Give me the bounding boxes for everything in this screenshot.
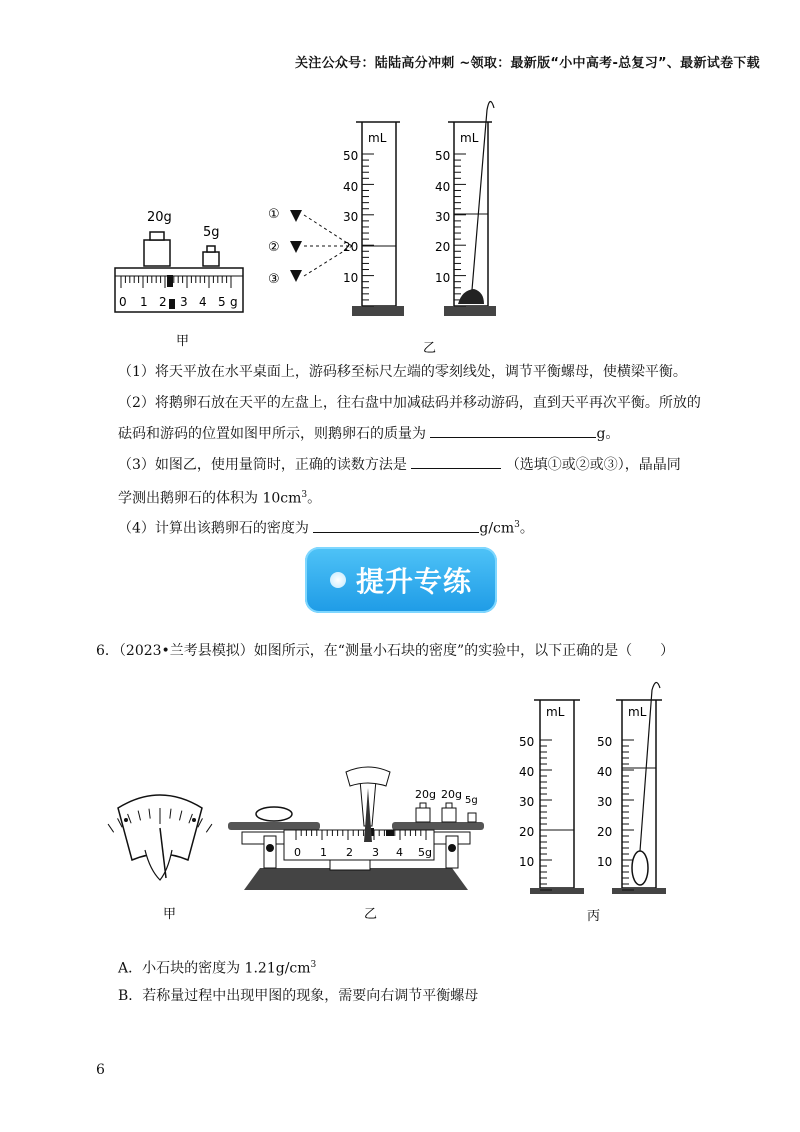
fig2-label-yi: 乙	[364, 907, 378, 922]
eye-positions	[268, 207, 352, 287]
cyl1-tick-20: 20	[343, 240, 359, 254]
practice-button-label: 提升专练	[355, 565, 472, 598]
thread-icon	[472, 101, 494, 290]
q5-step-4: （4）计算出该鹅卵石的密度为 $g/cm^3$。	[118, 515, 534, 539]
fig2-cyl1-tick-10: 10	[519, 855, 535, 869]
fig2-weight-label-1: 20g	[415, 788, 436, 801]
ruler-tick-unit: g	[230, 295, 238, 309]
page-number: 6	[96, 1062, 105, 1078]
option-b[interactable]: B．若称量过程中出现甲图的现象，需要向右调节平衡螺母	[118, 988, 479, 1004]
option-a[interactable]: A．小石块的密度为 $1.21g/cm^3$	[118, 960, 317, 977]
measuring-cylinder-2	[435, 101, 496, 316]
ruler-tick-5: 5	[218, 295, 226, 309]
q5-step-2-unit: g。	[596, 426, 620, 442]
cyl2-tick-20: 20	[435, 240, 451, 254]
fig2-label-bing: 丙	[587, 909, 601, 924]
weight-5g	[203, 225, 220, 266]
density-answer-blank	[313, 518, 479, 533]
ruler-tick-3: 3	[180, 295, 188, 309]
q6-stem: 6．（2023•兰考县模拟）如图所示，在“测量小石块的密度”的实验中，以下正确的是（ ）	[96, 643, 675, 659]
cyl2-tick-30: 30	[435, 210, 451, 224]
q5-step-3-line2: 学测出鹅卵石的体积为 $10cm^3$。	[118, 490, 322, 507]
practice-button[interactable]	[305, 547, 497, 613]
fig2-ruler-tick-2: 2	[346, 846, 353, 859]
stone-icon	[458, 289, 484, 304]
q5-step-3-line1	[118, 454, 681, 475]
fig2-ruler-tick-1: 1	[320, 846, 327, 859]
fig2-cyl2-tick-10: 10	[597, 855, 613, 869]
eye-icon-2	[290, 241, 302, 253]
fig2-cyl2-tick-50: 50	[597, 735, 613, 749]
cyl2-tick-50: 50	[435, 149, 451, 163]
q5-step-1: （1）将天平放在水平桌面上，游码移至标尺左端的零刻线处，调节平衡螺母，使横梁平衡。	[118, 364, 687, 380]
ruler-tick-4: 4	[199, 295, 207, 309]
eye-mark-1: ①	[268, 207, 280, 222]
ruler-tick-0: 0	[119, 295, 127, 309]
fig2-cyl1-tick-50: 50	[519, 735, 535, 749]
fig2-ruler-tick-0: 0	[294, 846, 301, 859]
cyl1-tick-50: 50	[343, 149, 359, 163]
fig2-cylinder-1	[519, 700, 584, 894]
dot-icon	[330, 572, 346, 588]
cyl1-tick-40: 40	[343, 180, 359, 194]
eye-icon-1	[290, 210, 302, 222]
fig2-ruler-tick-4: 4	[396, 846, 403, 859]
weight-20g-a	[416, 808, 430, 822]
page-header: 关注公众号：陆陆高分冲刺 ~领取：最新版“小中高考-总复习”、最新试卷下载	[294, 56, 760, 71]
fig2-ruler-tick-5: 5g	[418, 846, 432, 859]
fig2-cyl2-tick-40: 40	[597, 765, 613, 779]
q5-step-4-text: （4）计算出该鹅卵石的密度为	[118, 520, 309, 537]
ruler-tick-1: 1	[140, 295, 148, 309]
fig2-ruler-tick-3: 3	[372, 846, 379, 859]
fig2-cylinder-2	[597, 682, 666, 894]
stone-on-pan	[256, 807, 292, 821]
cyl2-unit: mL	[460, 131, 479, 145]
q5-step-2-line2	[118, 423, 619, 444]
weight-20g-label: 20g	[147, 210, 172, 225]
balance-scale	[228, 767, 484, 890]
measuring-cylinder-1	[343, 122, 404, 316]
tick-mark	[206, 824, 212, 832]
balance-ruler	[115, 268, 243, 312]
fig2-cyl1-tick-20: 20	[519, 825, 535, 839]
q5-step-3-text: （3）如图乙，使用量筒时，正确的读数方法是	[118, 457, 407, 473]
fig2-cyl2-tick-30: 30	[597, 795, 613, 809]
stone-in-cylinder	[632, 851, 648, 885]
fig1-label-yi: 乙	[423, 341, 437, 356]
fig2-weight-label-2: 20g	[441, 788, 462, 801]
figure-2	[0, 660, 800, 930]
fig2-cyl2-tick-20: 20	[597, 825, 613, 839]
fig2-cyl2-unit: mL	[628, 705, 647, 719]
fig2-cyl1-tick-30: 30	[519, 795, 535, 809]
dial-indicator	[108, 795, 212, 880]
weight-5g-small	[468, 813, 476, 822]
q5-step-3-volume: 学测出鹅卵石的体积为 10cm	[118, 490, 302, 507]
fig2-cyl1-unit: mL	[546, 705, 565, 719]
fig1-label-jia: 甲	[176, 334, 190, 349]
q5-step-2-text: 砝码和游码的位置如图甲所示，则鹅卵石的质量为	[118, 426, 426, 442]
weight-20g	[144, 210, 172, 266]
tick-mark	[108, 824, 114, 832]
cyl1-unit: mL	[368, 131, 387, 145]
fig2-weight-label-3: 5g	[465, 795, 478, 806]
cyl2-tick-40: 40	[435, 180, 451, 194]
cyl1-tick-10: 10	[343, 271, 359, 285]
eye-mark-2: ②	[268, 240, 280, 255]
cyl2-tick-10: 10	[435, 271, 451, 285]
weight-20g-b	[442, 808, 456, 822]
weight-5g-label: 5g	[203, 225, 220, 240]
eye-mark-3: ③	[268, 272, 280, 287]
reading-answer-blank	[411, 454, 501, 469]
fig2-cyl1-tick-40: 40	[519, 765, 535, 779]
figure-1	[0, 0, 800, 360]
ruler-tick-2: 2	[159, 295, 167, 309]
cyl1-tick-30: 30	[343, 210, 359, 224]
q5-step-2-line1: （2）将鹅卵石放在天平的左盘上，往右盘中加减砝码并移动游码，直到天平再次平衡。所放的	[118, 395, 701, 411]
mass-answer-blank	[430, 423, 596, 438]
eye-icon-3	[290, 270, 302, 282]
q5-step-3-tail: （选填①或②或③），晶晶同	[505, 457, 681, 473]
fig2-label-jia: 甲	[163, 907, 177, 922]
